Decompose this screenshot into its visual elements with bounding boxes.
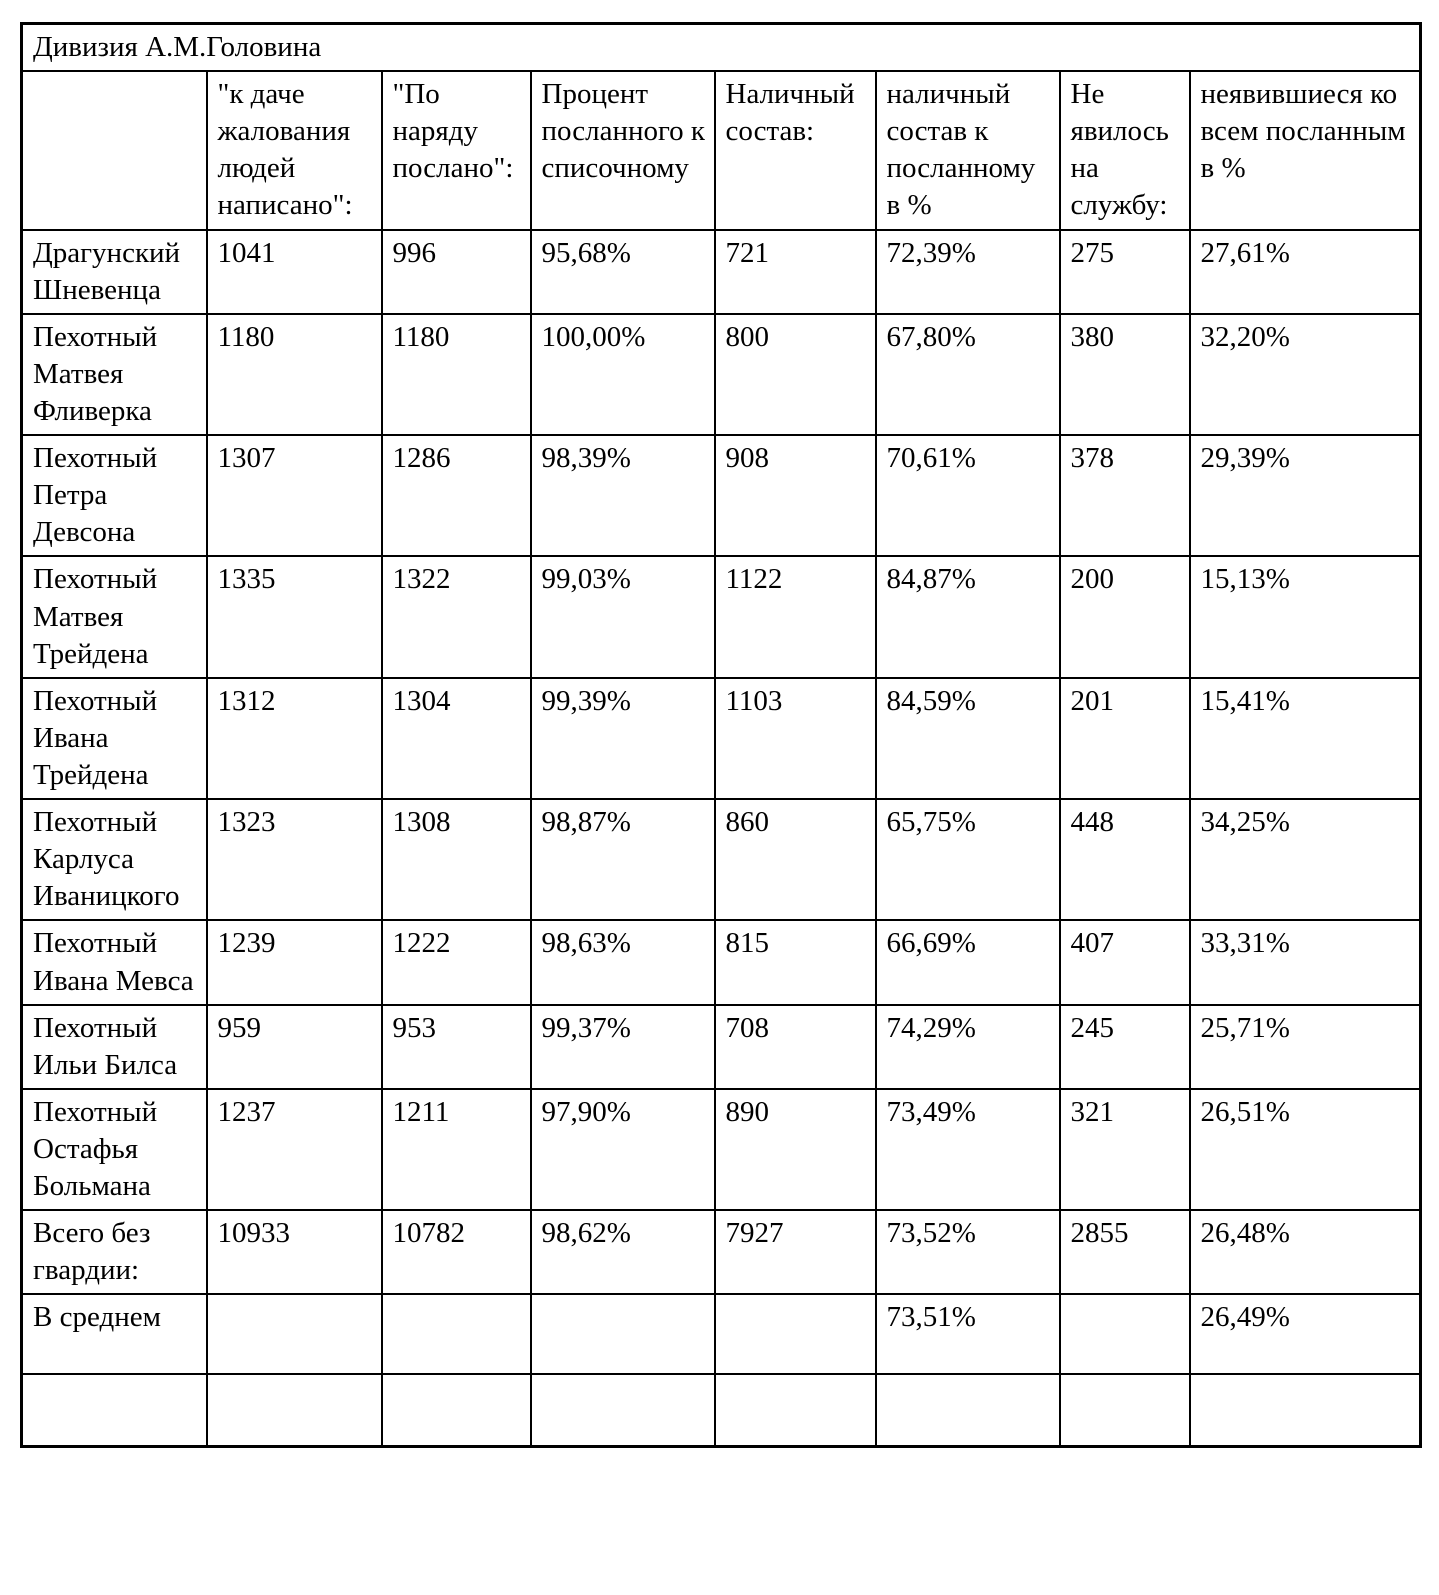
cell: 201 [1060, 678, 1190, 799]
cell: 2855 [1060, 1210, 1190, 1294]
cell: 72,39% [876, 230, 1060, 314]
row-label: Пехотный Петра Девсона [22, 435, 207, 556]
cell: 25,71% [1190, 1005, 1421, 1089]
cell [382, 1374, 531, 1446]
cell: 890 [715, 1089, 876, 1210]
table-row [22, 1374, 1421, 1446]
cell: 84,87% [876, 556, 1060, 677]
row-label-header [22, 71, 207, 229]
table-row [22, 920, 1421, 1004]
column-header: наличный состав к посланному в % [876, 71, 1060, 229]
cell: 1308 [382, 799, 531, 920]
cell [1060, 1294, 1190, 1374]
row-label: Пехотный Остафья Больмана [22, 1089, 207, 1210]
cell [531, 1294, 715, 1374]
cell: 1041 [207, 230, 382, 314]
cell: 26,49% [1190, 1294, 1421, 1374]
cell: 800 [715, 314, 876, 435]
cell: 33,31% [1190, 920, 1421, 1004]
cell [531, 1374, 715, 1446]
cell: 1211 [382, 1089, 531, 1210]
row-label: Пехотный Карлуса Иваницкого [22, 799, 207, 920]
table-row [22, 678, 1421, 799]
cell: 98,87% [531, 799, 715, 920]
row-label: Драгунский Шневенца [22, 230, 207, 314]
cell: 953 [382, 1005, 531, 1089]
cell: 1286 [382, 435, 531, 556]
cell: 1237 [207, 1089, 382, 1210]
column-header: "к даче жалования людей написано": [207, 71, 382, 229]
row-label: Пехотный Ивана Мевса [22, 920, 207, 1004]
cell [207, 1294, 382, 1374]
cell: 1180 [382, 314, 531, 435]
row-label: Пехотный Матвея Трейдена [22, 556, 207, 677]
cell: 99,03% [531, 556, 715, 677]
cell: 84,59% [876, 678, 1060, 799]
cell: 73,51% [876, 1294, 1060, 1374]
row-label: Пехотный Матвея Фливерка [22, 314, 207, 435]
row-label [22, 1374, 207, 1446]
cell: 66,69% [876, 920, 1060, 1004]
cell: 73,49% [876, 1089, 1060, 1210]
cell: 448 [1060, 799, 1190, 920]
table-row [22, 1089, 1421, 1210]
cell: 15,41% [1190, 678, 1421, 799]
cell: 1312 [207, 678, 382, 799]
cell: 7927 [715, 1210, 876, 1294]
cell: 1122 [715, 556, 876, 677]
cell: 1307 [207, 435, 382, 556]
cell: 98,62% [531, 1210, 715, 1294]
cell: 29,39% [1190, 435, 1421, 556]
cell: 97,90% [531, 1089, 715, 1210]
cell: 10933 [207, 1210, 382, 1294]
cell: 996 [382, 230, 531, 314]
cell [207, 1374, 382, 1446]
cell: 73,52% [876, 1210, 1060, 1294]
division-table [20, 22, 1422, 1448]
column-header: "По наряду послано": [382, 71, 531, 229]
cell: 26,48% [1190, 1210, 1421, 1294]
cell: 26,51% [1190, 1089, 1421, 1210]
cell: 908 [715, 435, 876, 556]
cell: 34,25% [1190, 799, 1421, 920]
column-header: Процент посланного к списочному [531, 71, 715, 229]
cell: 99,39% [531, 678, 715, 799]
cell: 27,61% [1190, 230, 1421, 314]
cell [1060, 1374, 1190, 1446]
cell: 74,29% [876, 1005, 1060, 1089]
row-label: Пехотный Ивана Трейдена [22, 678, 207, 799]
cell: 98,39% [531, 435, 715, 556]
column-header: Наличный состав: [715, 71, 876, 229]
cell: 959 [207, 1005, 382, 1089]
table-row [22, 1294, 1421, 1374]
cell: 245 [1060, 1005, 1190, 1089]
cell: 67,80% [876, 314, 1060, 435]
column-header: Не явилось на службу: [1060, 71, 1190, 229]
table-row [22, 1210, 1421, 1294]
header-row [22, 71, 1421, 229]
cell: 200 [1060, 556, 1190, 677]
row-label: В среднем [22, 1294, 207, 1374]
table-row [22, 435, 1421, 556]
table-row [22, 556, 1421, 677]
cell: 99,37% [531, 1005, 715, 1089]
cell: 1222 [382, 920, 531, 1004]
cell: 95,68% [531, 230, 715, 314]
cell: 10782 [382, 1210, 531, 1294]
table-row [22, 230, 1421, 314]
table-title: Дивизия А.М.Головина [22, 24, 1421, 72]
cell: 380 [1060, 314, 1190, 435]
cell: 98,63% [531, 920, 715, 1004]
cell: 15,13% [1190, 556, 1421, 677]
cell: 321 [1060, 1089, 1190, 1210]
cell: 815 [715, 920, 876, 1004]
cell [876, 1374, 1060, 1446]
cell: 860 [715, 799, 876, 920]
cell: 32,20% [1190, 314, 1421, 435]
table-row [22, 799, 1421, 920]
cell: 275 [1060, 230, 1190, 314]
title-row [22, 24, 1421, 72]
cell [715, 1294, 876, 1374]
cell: 407 [1060, 920, 1190, 1004]
cell: 1239 [207, 920, 382, 1004]
cell: 65,75% [876, 799, 1060, 920]
column-header: неявившиеся ко всем посланным в % [1190, 71, 1421, 229]
cell: 708 [715, 1005, 876, 1089]
table-row [22, 1005, 1421, 1089]
row-label: Всего без гвардии: [22, 1210, 207, 1294]
cell: 1304 [382, 678, 531, 799]
cell: 70,61% [876, 435, 1060, 556]
cell [1190, 1374, 1421, 1446]
cell: 1322 [382, 556, 531, 677]
table-row [22, 314, 1421, 435]
cell [715, 1374, 876, 1446]
cell: 721 [715, 230, 876, 314]
cell: 1323 [207, 799, 382, 920]
cell: 1180 [207, 314, 382, 435]
cell: 378 [1060, 435, 1190, 556]
cell: 1335 [207, 556, 382, 677]
cell [382, 1294, 531, 1374]
row-label: Пехотный Ильи Билса [22, 1005, 207, 1089]
cell: 1103 [715, 678, 876, 799]
cell: 100,00% [531, 314, 715, 435]
